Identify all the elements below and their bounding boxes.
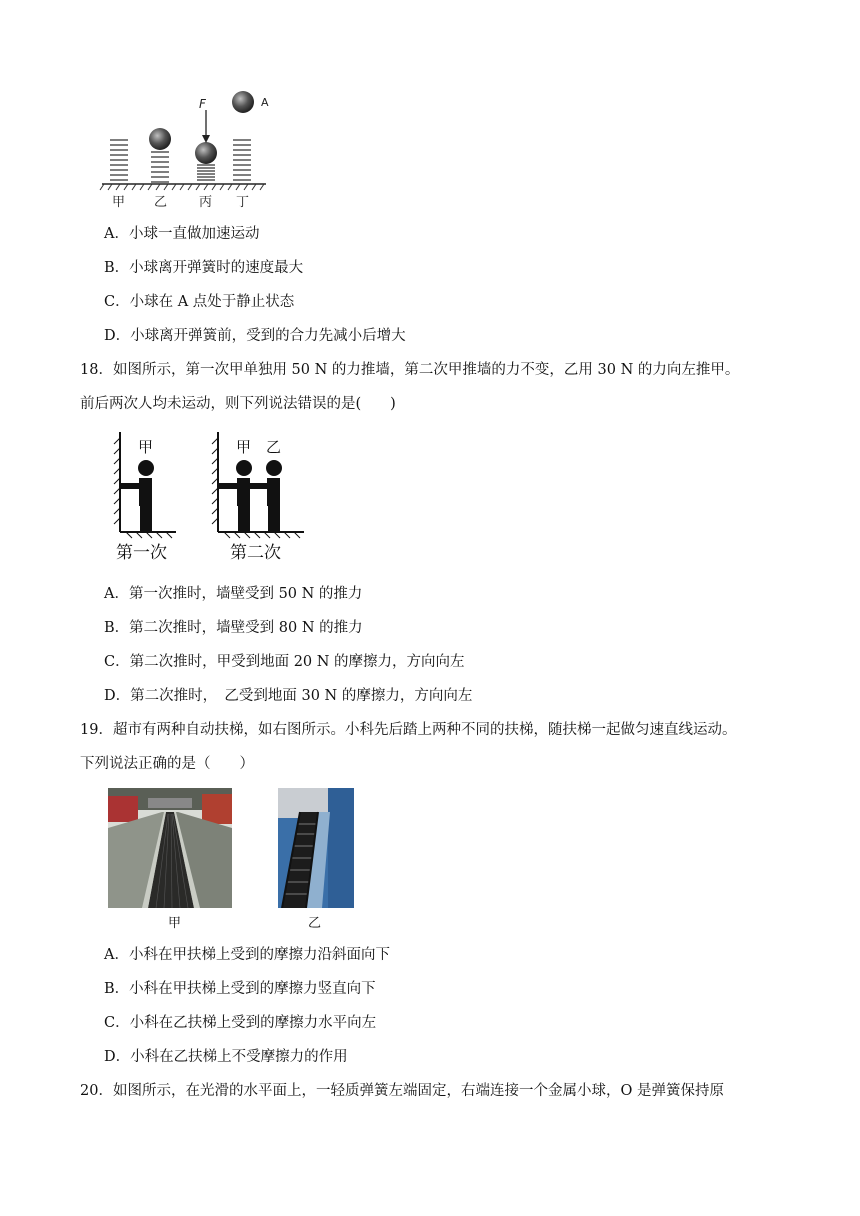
q18-option-d: D．第二次推时， 乙受到地面 30 N 的摩擦力，方向向左 [104, 688, 473, 704]
second-person2-label: 乙 [266, 438, 282, 456]
label-bing: 丙 [199, 195, 213, 210]
spring-figure [96, 88, 286, 214]
spring-bing [197, 165, 215, 180]
label-ding: 丁 [236, 195, 250, 210]
q17-option-c: C．小球在 A 点处于静止状态 [104, 294, 295, 310]
escalator-jia-photo [108, 788, 232, 908]
point-a-label: A [261, 96, 269, 109]
escalator-label-yi: 乙 [308, 916, 322, 931]
escalator-yi-photo [278, 788, 354, 908]
ball-a [232, 91, 254, 113]
second-caption: 第二次 [230, 543, 281, 563]
spring-yi [151, 152, 169, 182]
first-push-diagram [114, 432, 176, 538]
q19-option-b: B．小科在甲扶梯上受到的摩擦力竖直向下 [104, 981, 376, 997]
second-push-diagram [212, 432, 304, 538]
spring-ding [233, 140, 251, 180]
first-caption: 第一次 [116, 543, 167, 563]
q19-stem-line1: 19．超市有两种自动扶梯，如右图所示。小科先后踏上两种不同的扶梯，随扶梯一起做匀速直线运动。 [80, 722, 737, 738]
q18-option-b: B．第二次推时，墙壁受到 80 N 的推力 [104, 620, 363, 636]
q17-option-d: D．小球离开弹簧前，受到的合力先减小后增大 [104, 328, 406, 344]
escalator-label-jia: 甲 [168, 916, 182, 931]
q19-stem-line2: 下列说法正确的是（ ） [80, 756, 254, 772]
q20-stem-line1: 20．如图所示，在光滑的水平面上，一轻质弹簧左端固定，右端连接一个金属小球，O 是弹簧保持原 [80, 1083, 724, 1099]
ball-yi [149, 128, 171, 150]
q17-option-b: B．小球离开弹簧时的速度最大 [104, 260, 304, 276]
q18-option-a: A．第一次推时，墙壁受到 50 N 的推力 [104, 586, 363, 602]
label-yi: 乙 [154, 195, 168, 210]
q19-option-c: C．小科在乙扶梯上受到的摩擦力水平向左 [104, 1015, 377, 1031]
q18-stem-line1: 18．如图所示，第一次甲单独用 50 N 的力推墙，第二次甲推墙的力不变，乙用 30 N 的力向左推甲。 [80, 362, 740, 378]
q18-option-c: C．第二次推时，甲受到地面 20 N 的摩擦力，方向向左 [104, 654, 465, 670]
ball-bing [195, 142, 217, 164]
push-wall-figure [106, 428, 306, 564]
q17-option-a: A．小球一直做加速运动 [104, 226, 260, 242]
label-jia: 甲 [112, 195, 126, 210]
spring-jia [110, 140, 128, 180]
force-label: F [199, 97, 206, 111]
q19-option-d: D．小科在乙扶梯上不受摩擦力的作用 [104, 1049, 348, 1065]
second-person1-label: 甲 [236, 438, 252, 456]
q19-option-a: A．小科在甲扶梯上受到的摩擦力沿斜面向下 [104, 947, 390, 963]
first-person-label: 甲 [138, 438, 154, 456]
q18-stem-line2: 前后两次人均未运动，则下列说法错误的是( ) [80, 396, 396, 412]
